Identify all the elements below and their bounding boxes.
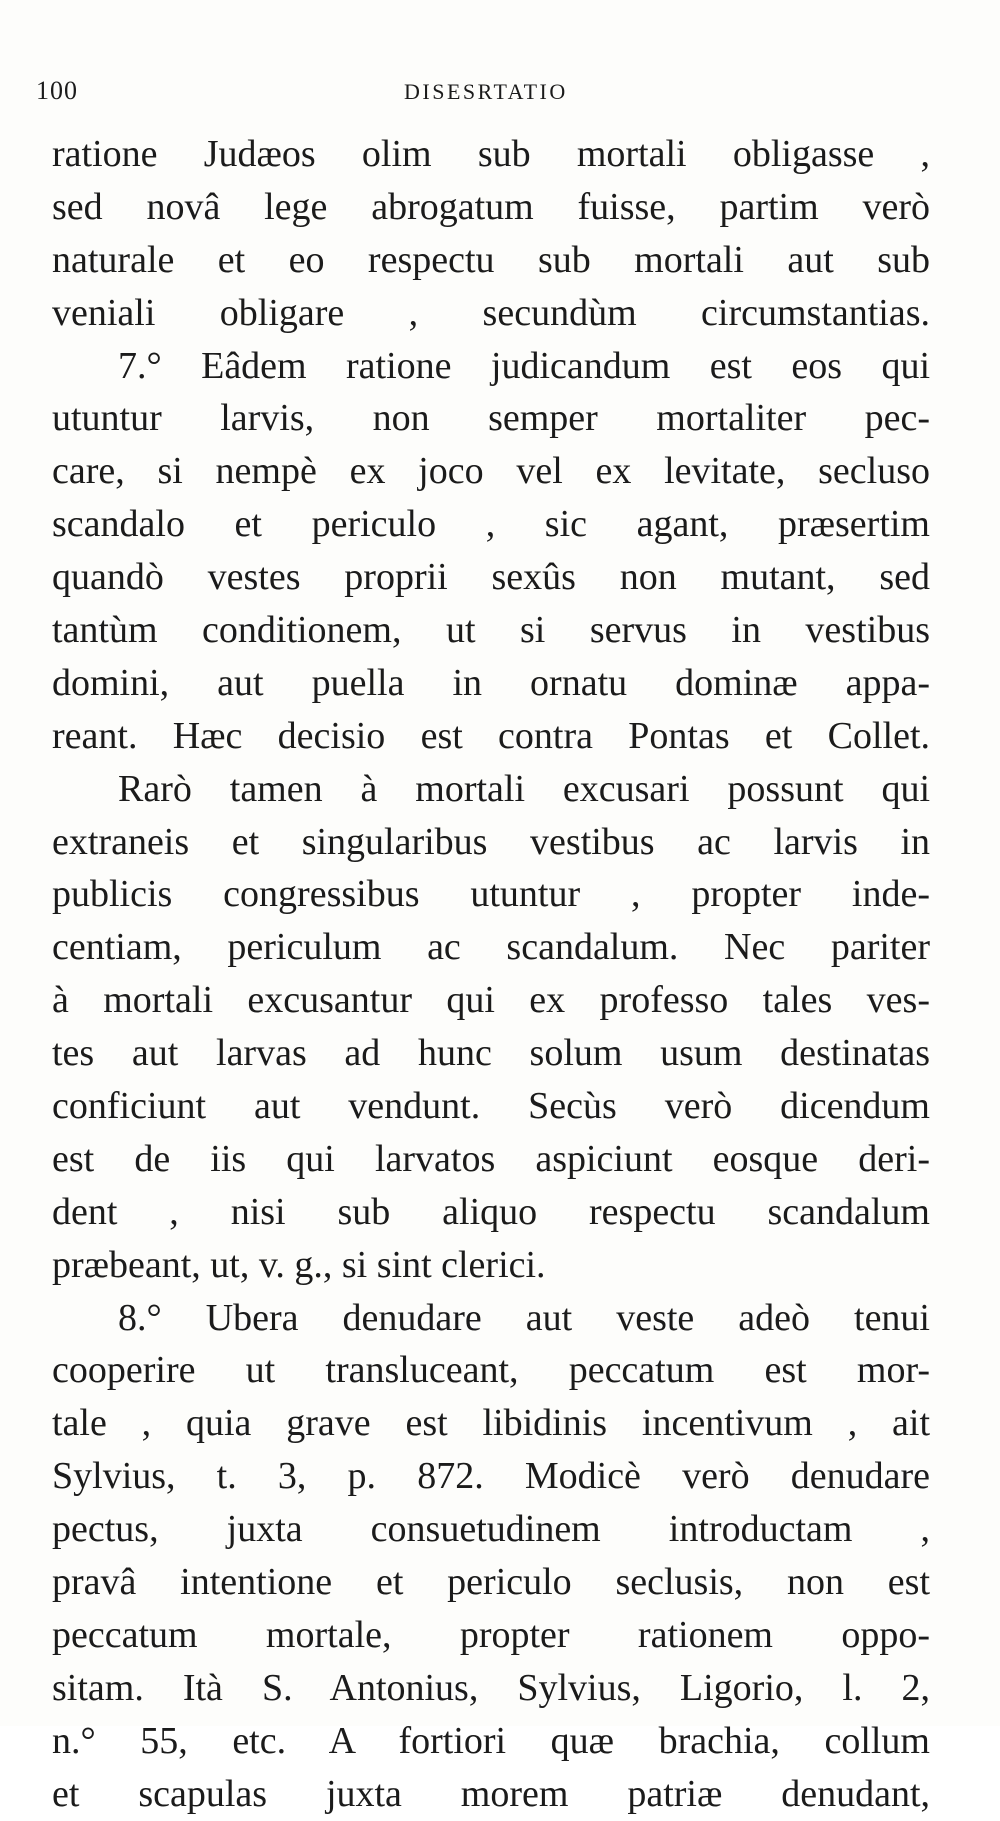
- text-line: extraneis et singularibus vestibus ac larvis in: [52, 820, 930, 863]
- text-line: tantùm conditionem, ut si servus in vestibus: [52, 609, 930, 652]
- text-line: scandalo et periculo , sic agant, præsertim: [52, 503, 930, 546]
- text-line: tale , quia grave est libidinis incentivum , ait: [52, 1402, 930, 1445]
- text-line: utuntur larvis, non semper mortaliter pec-: [52, 397, 930, 440]
- text-line: peccatum mortale, propter rationem oppo-: [52, 1613, 930, 1656]
- page-number: 100: [36, 76, 78, 105]
- text-line: conficiunt aut vendunt. Secùs verò dicendum: [52, 1085, 930, 1128]
- text-line: care, si nempè ex joco vel ex levitate, secluso: [52, 450, 930, 493]
- running-head: [0, 76, 1000, 116]
- text-line: reant. Hæc decisio est contra Pontas et Collet.: [52, 714, 930, 757]
- text-line: à mortali excusantur qui ex professo tales ves-: [52, 979, 930, 1022]
- text-line: 8.° Ubera denudare aut veste adeò tenui: [118, 1296, 930, 1339]
- text-line: cooperire ut transluceant, peccatum est mor-: [52, 1349, 930, 1392]
- text-line: publicis congressibus utuntur , propter inde-: [52, 873, 930, 916]
- text-line: præbeant, ut, v. g., si sint clerici.: [52, 1243, 546, 1286]
- text-line: sitam. Ità S. Antonius, Sylvius, Ligorio, l. 2,: [52, 1666, 930, 1709]
- text-line: pectus, juxta consuetudinem introductam ,: [52, 1508, 930, 1551]
- text-line: domini, aut puella in ornatu dominæ appa-: [52, 661, 930, 704]
- text-line: tes aut larvas ad hunc solum usum destinatas: [52, 1032, 930, 1075]
- text-line: et scapulas juxta morem patriæ denudant,: [52, 1772, 930, 1815]
- text-line: dent , nisi sub aliquo respectu scandalum: [52, 1190, 930, 1233]
- text-line: Sylvius, t. 3, p. 872. Modicè verò denudare: [52, 1455, 930, 1498]
- text-line: est de iis qui larvatos aspiciunt eosque deri-: [52, 1137, 930, 1180]
- text-line: sed novâ lege abrogatum fuisse, partim verò: [52, 185, 930, 228]
- text-line: n.° 55, etc. A fortiori quæ brachia, collum: [52, 1719, 930, 1762]
- text-line: 7.° Eâdem ratione judicandum est eos qui: [118, 344, 930, 387]
- text-line: quandò vestes proprii sexûs non mutant, sed: [52, 556, 930, 599]
- text-line: ratione Judæos olim sub mortali obligasse ,: [52, 133, 930, 175]
- running-head-title: DISESRTATIO: [404, 79, 568, 104]
- text-line: pravâ intentione et periculo seclusis, non est: [52, 1561, 930, 1604]
- text-line: Rarò tamen à mortali excusari possunt qui: [118, 767, 930, 810]
- text-line: veniali obligare , secundùm circumstantias.: [52, 291, 930, 334]
- body-text: [52, 128, 930, 1821]
- text-line: centiam, periculum ac scandalum. Nec pariter: [52, 926, 930, 969]
- text-line: naturale et eo respectu sub mortali aut sub: [52, 238, 930, 281]
